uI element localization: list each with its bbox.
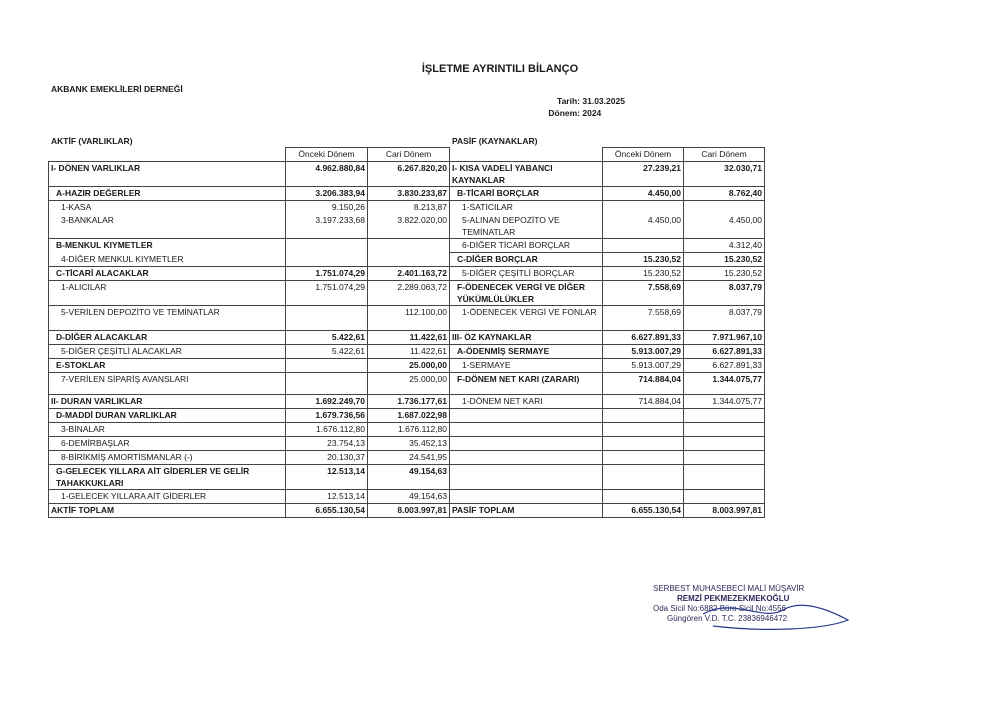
pasif-curr xyxy=(684,437,765,451)
table-row xyxy=(49,437,765,451)
pasif-prev xyxy=(603,465,684,490)
table-header-row xyxy=(49,148,765,162)
pasif-section-title: PASİF (KAYNAKLAR) xyxy=(452,136,538,146)
aktif-label: 1-KASA xyxy=(49,201,286,215)
aktif-curr: 112.100,00 xyxy=(368,306,450,331)
aktif-curr xyxy=(368,253,450,267)
aktif-total-label: AKTİF TOPLAM xyxy=(49,504,286,518)
stamp-name: REMZİ PEKMEZEKMEKOĞLU xyxy=(677,594,790,603)
aktif-curr: 35.452,13 xyxy=(368,437,450,451)
aktif-curr: 11.422,61 xyxy=(368,345,450,359)
aktif-label: 1-GELECEK YILLARA AİT GİDERLER xyxy=(49,490,286,504)
pasif-curr: 4.450,00 xyxy=(684,214,765,239)
aktif-prev: 1.679.736,56 xyxy=(286,409,368,423)
aktif-curr: 8.213,87 xyxy=(368,201,450,215)
pasif-label: B-TİCARİ BORÇLAR xyxy=(450,187,603,201)
pasif-curr: 8.037,79 xyxy=(684,281,765,306)
spacer-row xyxy=(49,386,765,395)
aktif-label: B-MENKUL KIYMETLER xyxy=(49,239,286,253)
aktif-curr: 3.822.020,00 xyxy=(368,214,450,239)
table-row xyxy=(49,359,765,373)
pasif-curr: 6.627.891,33 xyxy=(684,359,765,373)
aktif-prev: 1.676.112,80 xyxy=(286,423,368,437)
stamp-title: SERBEST MUHASEBECİ MALİ MÜŞAVİR xyxy=(653,584,805,593)
pasif-prev-header: Önceki Dönem xyxy=(603,148,684,162)
pasif-prev: 4.450,00 xyxy=(603,214,684,239)
aktif-curr: 2.289.063,72 xyxy=(368,281,450,306)
accountant-stamp xyxy=(653,584,873,624)
aktif-prev: 12.513,14 xyxy=(286,490,368,504)
pasif-prev: 27.239,21 xyxy=(603,162,684,187)
pasif-curr xyxy=(684,451,765,465)
pasif-label xyxy=(450,409,603,423)
table-row xyxy=(49,162,765,187)
table-row xyxy=(49,465,765,490)
aktif-prev xyxy=(286,359,368,373)
pasif-curr: 15.230,52 xyxy=(684,267,765,281)
aktif-label: 6-DEMİRBAŞLAR xyxy=(49,437,286,451)
pasif-total-label: PASİF TOPLAM xyxy=(450,504,603,518)
pasif-prev xyxy=(603,409,684,423)
aktif-label: D-MADDİ DURAN VARLIKLAR xyxy=(49,409,286,423)
date-line xyxy=(524,96,625,106)
period-value: 2024 xyxy=(582,108,602,118)
table-row xyxy=(49,490,765,504)
aktif-prev: 5.422,61 xyxy=(286,331,368,345)
pasif-prev: 714.884,04 xyxy=(603,395,684,409)
pasif-curr xyxy=(684,490,765,504)
table-row xyxy=(49,345,765,359)
stamp-tax-id: Güngören V.D. T.C. 23836946472 xyxy=(667,614,788,623)
pasif-curr: 1.344.075,77 xyxy=(684,395,765,409)
aktif-curr: 3.830.233,87 xyxy=(368,187,450,201)
pasif-label: 1-ÖDENECEK VERGİ VE FONLAR xyxy=(450,306,603,331)
pasif-label: 1-DÖNEM NET KARI xyxy=(450,395,603,409)
pasif-prev xyxy=(603,451,684,465)
pasif-label xyxy=(450,423,603,437)
table-row xyxy=(49,267,765,281)
pasif-label: F-ÖDENECEK VERGİ VE DİĞER YÜKÜMLÜLÜKLER xyxy=(450,281,603,306)
pasif-label xyxy=(450,490,603,504)
date-value: 31.03.2025 xyxy=(582,96,625,106)
aktif-curr: 1.687.022,98 xyxy=(368,409,450,423)
aktif-label: 7-VERİLEN SİPARİŞ AVANSLARI xyxy=(49,373,286,387)
aktif-curr: 25.000,00 xyxy=(368,373,450,387)
pasif-curr: 6.627.891,33 xyxy=(684,345,765,359)
pasif-curr xyxy=(684,201,765,215)
balance-sheet-table xyxy=(48,147,765,518)
aktif-prev: 4.962.880,84 xyxy=(286,162,368,187)
pasif-prev: 7.558,69 xyxy=(603,281,684,306)
table-row xyxy=(49,423,765,437)
aktif-prev: 3.197.233,68 xyxy=(286,214,368,239)
table-row xyxy=(49,281,765,306)
pasif-label: C-DİĞER BORÇLAR xyxy=(450,253,603,267)
aktif-label: II- DURAN VARLIKLAR xyxy=(49,395,286,409)
pasif-curr: 8.037,79 xyxy=(684,306,765,331)
pasif-prev xyxy=(603,490,684,504)
aktif-section-title: AKTİF (VARLIKLAR) xyxy=(51,136,133,146)
organization-name: AKBANK EMEKLİLERİ DERNEĞİ xyxy=(51,84,183,94)
aktif-curr: 24.541,95 xyxy=(368,451,450,465)
pasif-prev xyxy=(603,437,684,451)
pasif-total-prev: 6.655.130,54 xyxy=(603,504,684,518)
pasif-label: A-ÖDENMİŞ SERMAYE xyxy=(450,345,603,359)
pasif-prev xyxy=(603,239,684,253)
table-row xyxy=(49,331,765,345)
aktif-curr: 6.267.820,20 xyxy=(368,162,450,187)
aktif-prev: 23.754,13 xyxy=(286,437,368,451)
aktif-label: C-TİCARİ ALACAKLAR xyxy=(49,267,286,281)
pasif-prev xyxy=(603,201,684,215)
aktif-curr: 11.422,61 xyxy=(368,331,450,345)
table-row xyxy=(49,373,765,387)
pasif-label: 5-DİĞER ÇEŞİTLİ BORÇLAR xyxy=(450,267,603,281)
aktif-prev: 9.150,26 xyxy=(286,201,368,215)
pasif-curr: 4.312,40 xyxy=(684,239,765,253)
pasif-label: 6-DİĞER TİCARİ BORÇLAR xyxy=(450,239,603,253)
aktif-total-prev: 6.655.130,54 xyxy=(286,504,368,518)
pasif-curr: 8.762,40 xyxy=(684,187,765,201)
table-row xyxy=(49,395,765,409)
pasif-curr xyxy=(684,409,765,423)
pasif-prev: 15.230,52 xyxy=(603,267,684,281)
aktif-label: 1-ALICILAR xyxy=(49,281,286,306)
pasif-curr: 1.344.075,77 xyxy=(684,373,765,387)
aktif-curr: 2.401.163,72 xyxy=(368,267,450,281)
aktif-label: A-HAZIR DEĞERLER xyxy=(49,187,286,201)
pasif-curr xyxy=(684,423,765,437)
aktif-prev: 1.751.074,29 xyxy=(286,267,368,281)
pasif-label: III- ÖZ KAYNAKLAR xyxy=(450,331,603,345)
pasif-curr: 7.971.967,10 xyxy=(684,331,765,345)
aktif-label: G-GELECEK YILLARA AİT GİDERLER VE GELİR TAHAKKUKLARI xyxy=(49,465,286,490)
pasif-label xyxy=(450,465,603,490)
pasif-total-curr: 8.003.997,81 xyxy=(684,504,765,518)
table-row xyxy=(49,409,765,423)
aktif-label: 3-BİNALAR xyxy=(49,423,286,437)
aktif-prev: 1.692.249,70 xyxy=(286,395,368,409)
pasif-prev: 15.230,52 xyxy=(603,253,684,267)
aktif-curr: 1.676.112,80 xyxy=(368,423,450,437)
aktif-curr: 49.154,63 xyxy=(368,465,450,490)
pasif-prev: 5.913.007,29 xyxy=(603,345,684,359)
aktif-prev xyxy=(286,239,368,253)
aktif-label: 4-DİĞER MENKUL KIYMETLER xyxy=(49,253,286,267)
aktif-prev xyxy=(286,253,368,267)
pasif-label: 1-SATICILAR xyxy=(450,201,603,215)
aktif-prev: 20.130,37 xyxy=(286,451,368,465)
aktif-curr-header: Cari Dönem xyxy=(368,148,450,162)
pasif-prev: 714.884,04 xyxy=(603,373,684,387)
aktif-prev xyxy=(286,373,368,387)
aktif-curr: 49.154,63 xyxy=(368,490,450,504)
pasif-prev: 4.450,00 xyxy=(603,187,684,201)
aktif-label: 5-DİĞER ÇEŞİTLİ ALACAKLAR xyxy=(49,345,286,359)
table-row xyxy=(49,451,765,465)
aktif-label: I- DÖNEN VARLIKLAR xyxy=(49,162,286,187)
pasif-curr: 15.230,52 xyxy=(684,253,765,267)
aktif-label: 8-BİRİKMİŞ AMORTİSMANLAR (-) xyxy=(49,451,286,465)
aktif-curr xyxy=(368,239,450,253)
period-line xyxy=(524,108,601,118)
aktif-label: 3-BANKALAR xyxy=(49,214,286,239)
aktif-curr: 25.000,00 xyxy=(368,359,450,373)
pasif-label: I- KISA VADELİ YABANCI KAYNAKLAR xyxy=(450,162,603,187)
pasif-prev: 5.913.007,29 xyxy=(603,359,684,373)
table-row xyxy=(49,239,765,253)
table-row xyxy=(49,214,765,239)
table-row xyxy=(49,253,765,267)
signature-scribble xyxy=(643,592,863,632)
aktif-prev: 1.751.074,29 xyxy=(286,281,368,306)
aktif-curr: 1.736.177,61 xyxy=(368,395,450,409)
aktif-label: E-STOKLAR xyxy=(49,359,286,373)
aktif-prev: 5.422,61 xyxy=(286,345,368,359)
pasif-curr-header: Cari Dönem xyxy=(684,148,765,162)
table-row xyxy=(49,201,765,215)
total-row xyxy=(49,504,765,518)
pasif-prev: 6.627.891,33 xyxy=(603,331,684,345)
pasif-label: 5-ALINAN DEPOZİTO VE TEMİNATLAR xyxy=(450,214,603,239)
aktif-prev: 12.513,14 xyxy=(286,465,368,490)
aktif-prev-header: Önceki Dönem xyxy=(286,148,368,162)
pasif-curr: 32.030,71 xyxy=(684,162,765,187)
aktif-label: D-DİĞER ALACAKLAR xyxy=(49,331,286,345)
aktif-prev xyxy=(286,306,368,331)
pasif-prev: 7.558,69 xyxy=(603,306,684,331)
table-row xyxy=(49,306,765,331)
table-row xyxy=(49,187,765,201)
pasif-label: F-DÖNEM NET KARI (ZARARI) xyxy=(450,373,603,387)
pasif-label: 1-SERMAYE xyxy=(450,359,603,373)
pasif-prev xyxy=(603,423,684,437)
aktif-label: 5-VERİLEN DEPOZİTO VE TEMİNATLAR xyxy=(49,306,286,331)
period-label: Dönem: xyxy=(548,108,580,118)
pasif-label xyxy=(450,437,603,451)
pasif-curr xyxy=(684,465,765,490)
stamp-registry: Oda Sicil No:6882 Büro Sicil No:4556 xyxy=(653,604,786,613)
pasif-label xyxy=(450,451,603,465)
aktif-prev: 3.206.383,94 xyxy=(286,187,368,201)
aktif-total-curr: 8.003.997,81 xyxy=(368,504,450,518)
date-label: Tarih: xyxy=(557,96,580,106)
document-title: İŞLETME AYRINTILI BİLANÇO xyxy=(421,63,579,75)
